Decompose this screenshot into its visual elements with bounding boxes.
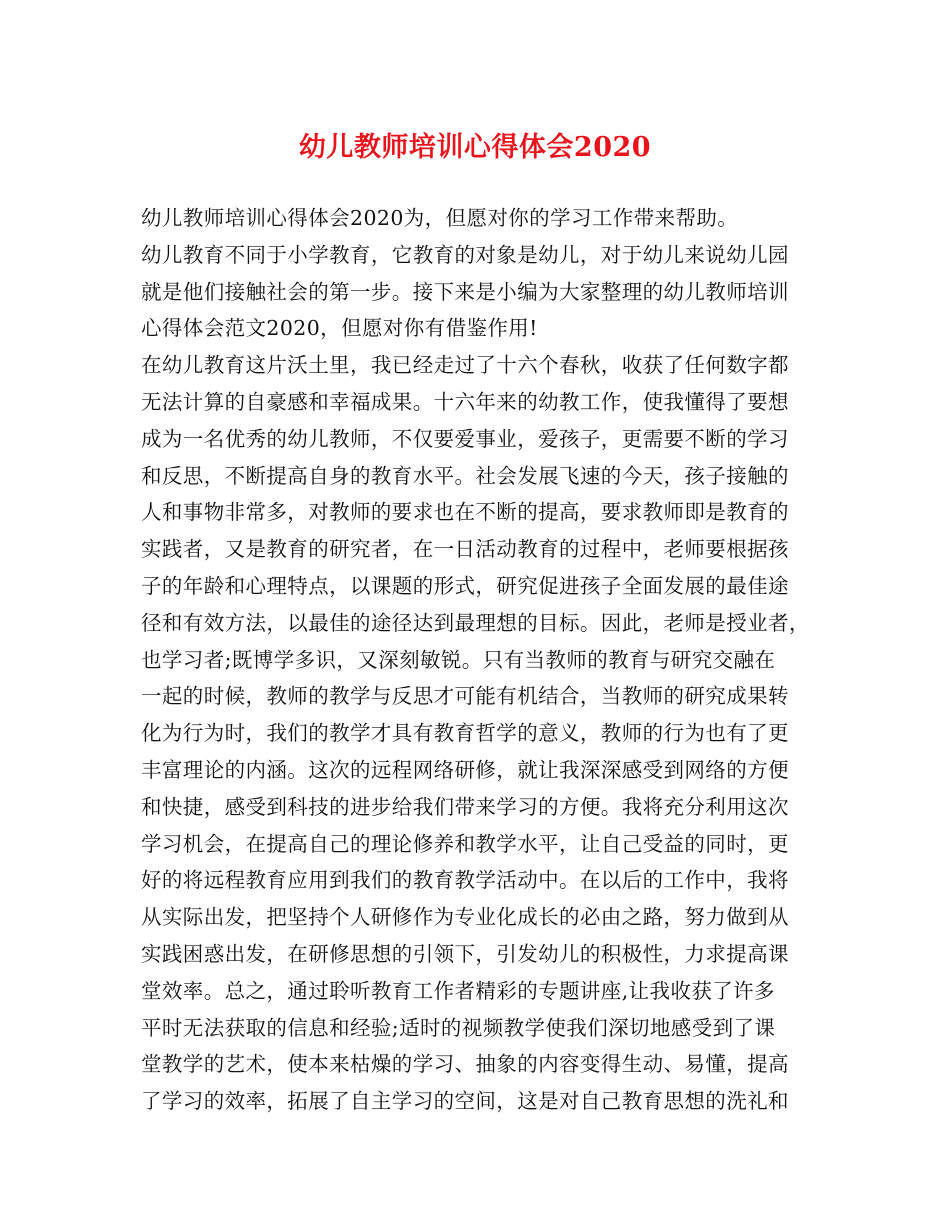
- body-line: 好的将远程教育应用到我们的教育教学活动中。在以后的工作中，我将: [141, 868, 789, 893]
- body-line: 幼儿教育不同于小学教育，它教育的对象是幼儿，对于幼儿来说幼儿园: [141, 242, 789, 267]
- body-line: 丰富理论的内涵。这次的远程网络研修，就让我深深感受到网络的方便: [141, 757, 789, 782]
- document-body: [141, 200, 821, 1120]
- body-line: 实践者，又是教育的研究者，在一日活动教育的过程中，老师要根据孩: [141, 537, 789, 562]
- body-line: 人和事物非常多，对教师的要求也在不断的提高，要求教师即是教育的: [141, 500, 789, 525]
- body-line: 子的年龄和心理特点，以课题的形式，研究促进孩子全面发展的最佳途: [141, 573, 789, 598]
- body-line: 成为一名优秀的幼儿教师，不仅要爱事业，爱孩子，更需要不断的学习: [141, 426, 789, 451]
- body-line: 在幼儿教育这片沃土里，我已经走过了十六个春秋，收获了任何数字都: [141, 353, 789, 378]
- body-line: 一起的时候，教师的教学与反思才可能有机结合，当教师的研究成果转: [141, 684, 789, 709]
- body-line: 学习机会，在提高自己的理论修养和教学水平，让自己受益的同时，更: [141, 831, 789, 856]
- body-line: 和反思，不断提高自身的教育水平。社会发展飞速的今天，孩子接触的: [141, 463, 789, 488]
- body-line: 也学习者;既博学多识，又深刻敏锐。只有当教师的教育与研究交融在: [141, 647, 776, 672]
- body-line: 和快捷，感受到科技的进步给我们带来学习的方便。我将充分利用这次: [141, 794, 789, 819]
- body-line: 心得体会范文2020，但愿对你有借鉴作用!: [141, 316, 538, 341]
- document-title: 幼儿教师培训心得体会2020: [298, 132, 652, 163]
- body-line: 幼儿教师培训心得体会2020为，但愿对你的学习工作带来帮助。: [141, 206, 739, 230]
- body-line: 堂效率。总之，通过聆听教育工作者精彩的专题讲座,让我收获了许多: [141, 978, 775, 1003]
- body-line: 平时无法获取的信息和经验;适时的视频教学使我们深切地感受到了课: [141, 1015, 776, 1040]
- body-line: 了学习的效率，拓展了自主学习的空间，这是对自己教育思想的洗礼和: [141, 1089, 789, 1114]
- body-line: 实践困惑出发，在研修思想的引领下，引发幼儿的积极性，力求提高课: [141, 941, 789, 966]
- body-line: 径和有效方法，以最佳的途径达到最理想的目标。因此，老师是授业者，: [141, 610, 810, 635]
- body-line: 堂教学的艺术，使本来枯燥的学习、抽象的内容变得生动、易懂，提高: [141, 1052, 789, 1077]
- body-line: 无法计算的自豪感和幸福成果。十六年来的幼教工作，使我懂得了要想: [141, 389, 789, 414]
- body-line: 就是他们接触社会的第一步。接下来是小编为大家整理的幼儿教师培训: [141, 279, 789, 304]
- body-line: 从实际出发，把坚持个人研修作为专业化成长的必由之路，努力做到从: [141, 905, 789, 930]
- body-line: 化为行为时，我们的教学才具有教育哲学的意义，教师的行为也有了更: [141, 721, 789, 746]
